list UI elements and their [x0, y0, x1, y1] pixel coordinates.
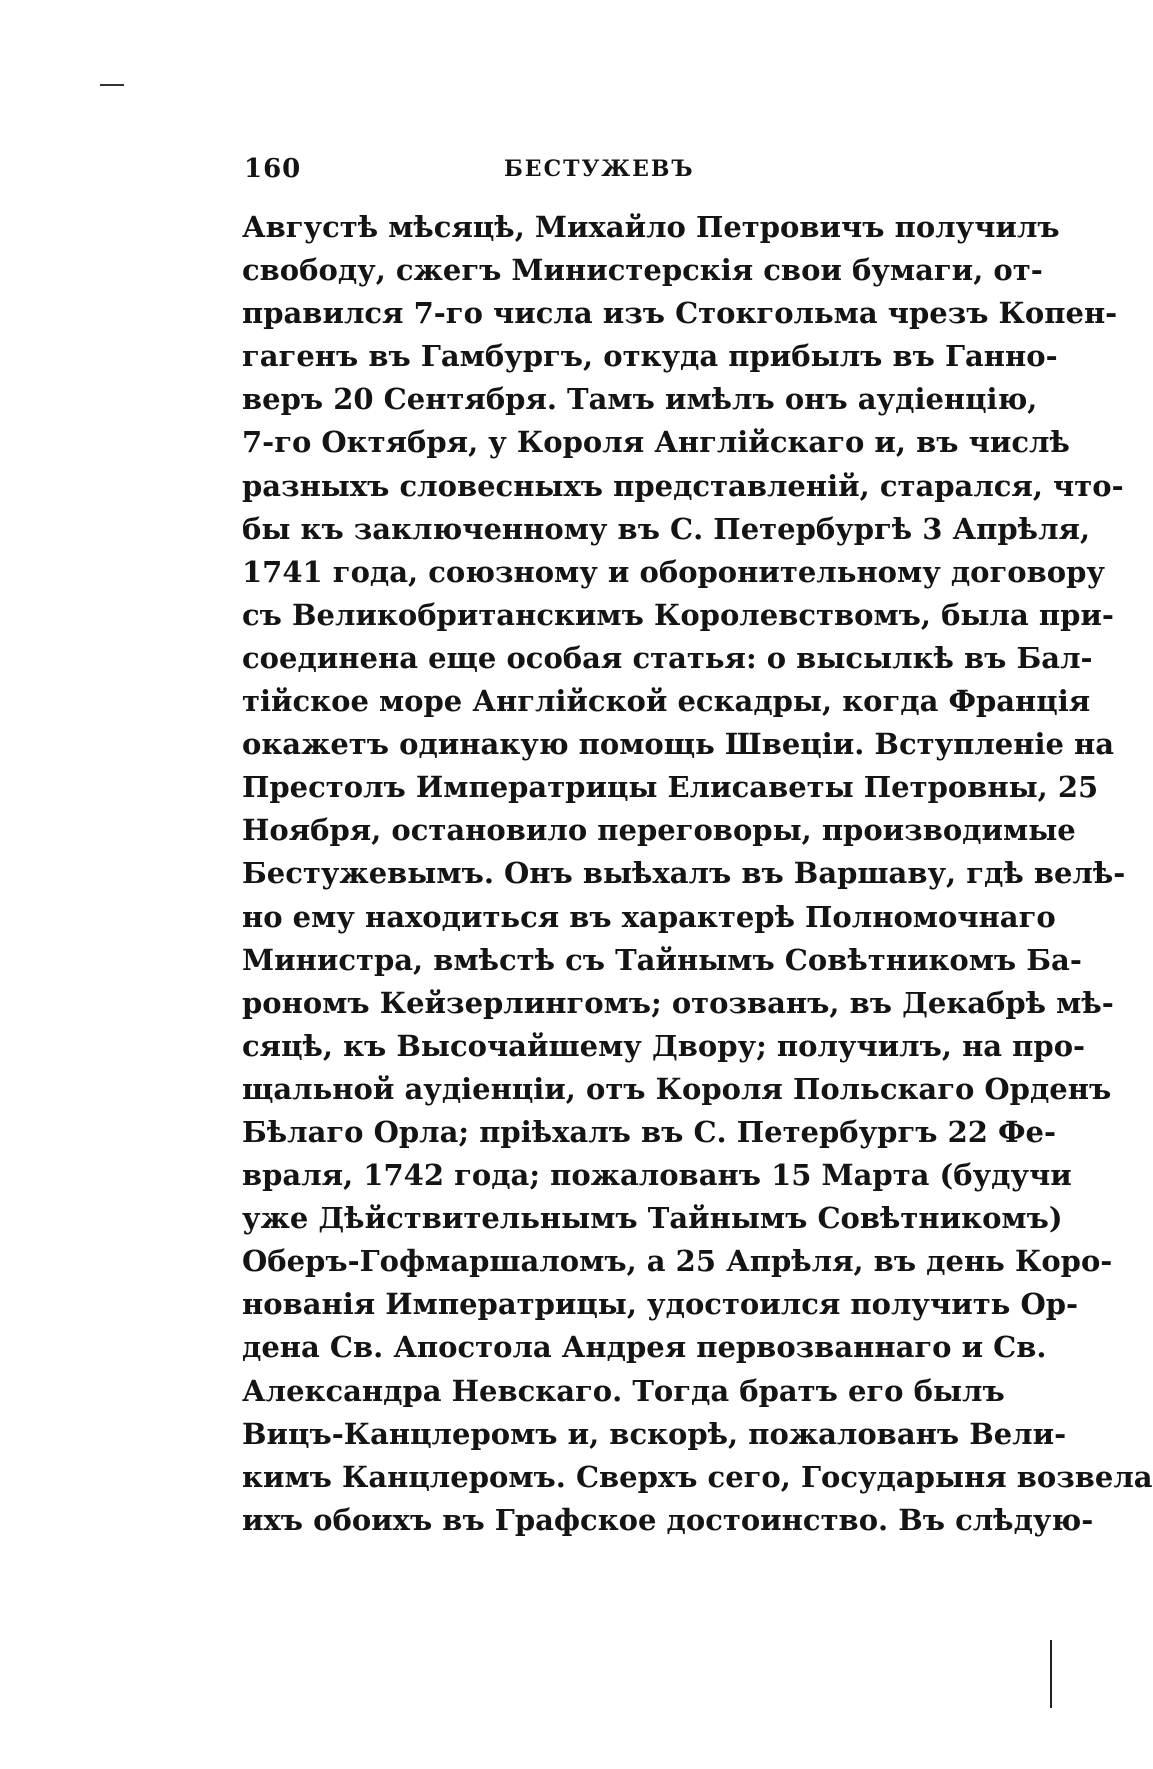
text-line: Александра Невскаго. Тогда братъ его былъ: [242, 1373, 1005, 1408]
text-line: уже Дѣйствительнымъ Тайнымъ Совѣтникомъ): [242, 1201, 1063, 1236]
text-line: сяцѣ, къ Высочайшему Двору; получилъ, на про-: [242, 1028, 1086, 1063]
text-line: гагенъ въ Гамбургъ, откуда прибылъ въ Ганно-: [242, 339, 1058, 374]
text-line: Оберъ-Гофмаршаломъ, а 25 Апрѣля, въ день Коро-: [242, 1244, 1113, 1279]
text-line: 7-го Октября, у Короля Англійскаго и, въ числѣ: [242, 425, 1070, 460]
text-line: дена Св. Апостола Андрея первозваннаго и Св.: [242, 1330, 1047, 1365]
text-line: Бѣлаго Орла; пріѣхалъ въ С. Петербургъ 22 Фе-: [242, 1114, 1057, 1149]
text-line: Престолъ Императрицы Елисаветы Петровны, 25: [242, 770, 1099, 805]
page-header: [244, 154, 1004, 194]
text-line: Министра, вмѣстѣ съ Тайнымъ Совѣтникомъ Ба-: [242, 942, 1082, 977]
text-line: но ему находиться въ характерѣ Полномочнаго: [242, 899, 1056, 934]
text-line: щальной аудіенціи, отъ Короля Польскаго Орденъ: [242, 1071, 1112, 1106]
scan-artifact-edge: [1050, 1640, 1052, 1708]
text-line: Бестужевымъ. Онъ выѣхалъ въ Варшаву, гдѣ велѣ-: [242, 856, 1126, 891]
text-line: ихъ обоихъ въ Графское достоинство. Въ слѣдую-: [242, 1502, 1094, 1537]
text-line: бы къ заключенному въ С. Петербургѣ 3 Апрѣля,: [242, 511, 1091, 546]
text-line: Ноября, остановило переговоры, производимые: [242, 813, 1076, 848]
text-line: нованія Императрицы, удостоился получить Ор-: [242, 1287, 1079, 1322]
text-line: окажетъ одинакую помощь Швеціи. Вступленіе на: [242, 727, 1115, 762]
text-line: тійское море Англійской ескадры, когда Франція: [242, 684, 1091, 719]
text-line: съ Великобританскимъ Королевствомъ, была при-: [242, 597, 1114, 632]
text-line: кимъ Канцлеромъ. Сверхъ сего, Государыня возвела: [242, 1459, 1153, 1494]
running-head: БЕСТУЖЕВЪ: [504, 156, 695, 182]
text-line: Августѣ мѣсяцѣ, Михайло Петровичъ получилъ: [242, 210, 1060, 244]
text-line: веръ 20 Сентября. Тамъ имѣлъ онъ аудіенцію,: [242, 382, 1038, 417]
text-line: соединена еще особая статья: о высылкѣ въ Бал-: [242, 640, 1093, 675]
text-line: 1741 года, союзному и оборонительному договору: [242, 554, 1105, 589]
scan-artifact-mark: [100, 84, 124, 86]
text-line: Вицъ-Канцлеромъ и, вскорѣ, пожалованъ Вели-: [242, 1416, 1067, 1451]
page-number: 160: [244, 154, 302, 184]
body-text: [242, 206, 1153, 1542]
text-line: разныхъ словесныхъ представленій, старался, что-: [242, 468, 1124, 503]
text-line: свободу, сжегъ Министерскія свои бумаги, от-: [242, 253, 1043, 288]
text-line: правился 7-го числа изъ Стокгольма чрезъ Копен-: [242, 296, 1118, 331]
text-line: рономъ Кейзерлингомъ; отозванъ, въ Декабрѣ мѣ-: [242, 985, 1114, 1020]
text-line: враля, 1742 года; пожалованъ 15 Марта (будучи: [242, 1158, 1072, 1193]
